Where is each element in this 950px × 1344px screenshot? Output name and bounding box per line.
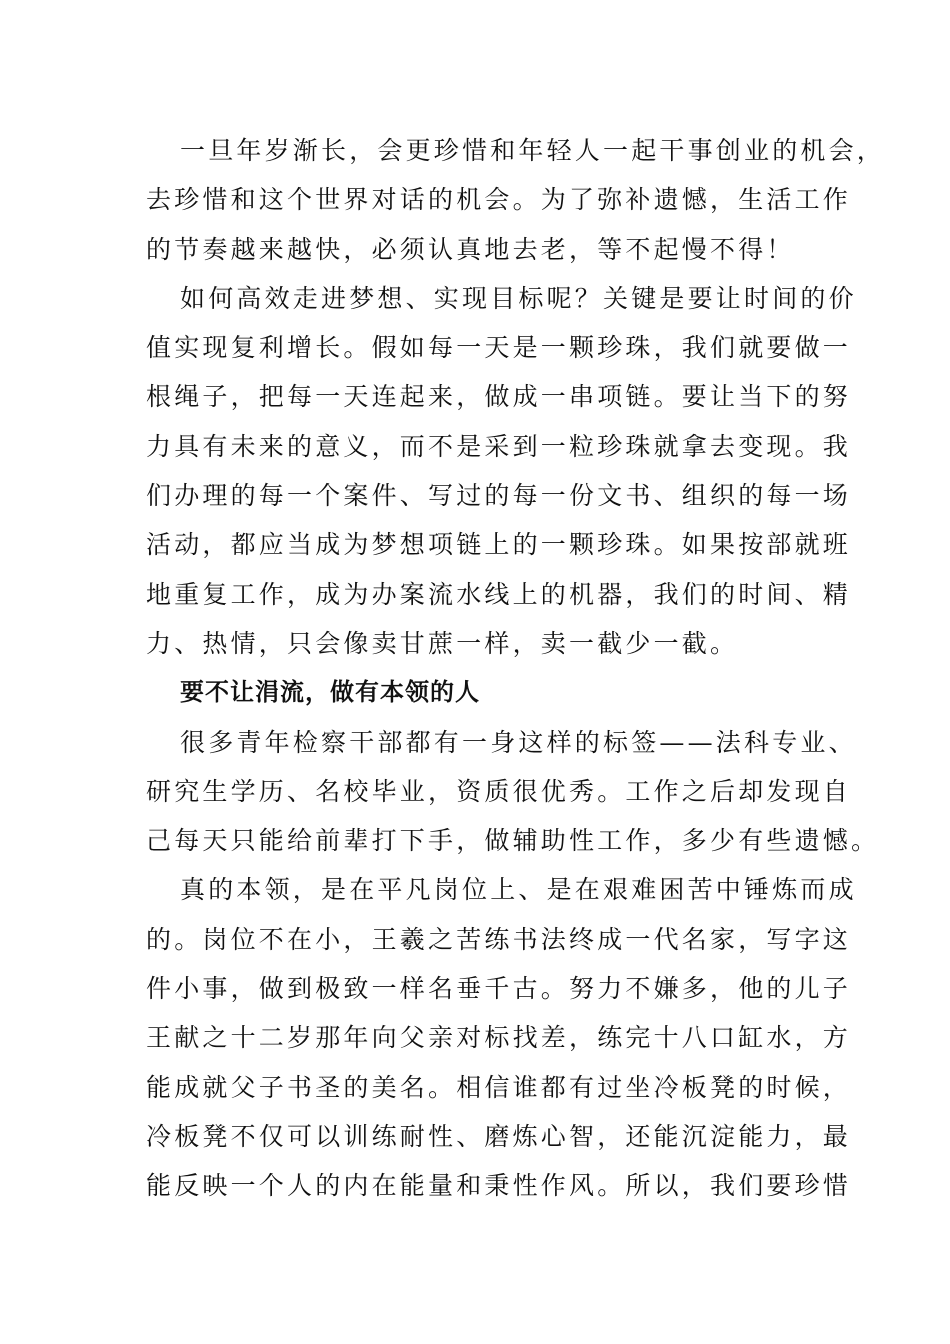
text-line: 冷板凳不仅可以训练耐性、磨炼心智，还能沉淀能力，最 bbox=[146, 1121, 852, 1151]
text-line: 能成就父子书圣的美名。相信谁都有过坐冷板凳的时候， bbox=[146, 1072, 852, 1102]
document-body bbox=[146, 126, 886, 1211]
text-line: 如何高效走进梦想、实现目标呢？关键是要让时间的价 bbox=[180, 283, 857, 313]
text-line: 的。岗位不在小，王羲之苦练书法终成一代名家，写字这 bbox=[146, 924, 852, 954]
text-line: 研究生学历、名校毕业，资质很优秀。工作之后却发现自 bbox=[146, 776, 852, 806]
text-line: 们办理的每一个案件、写过的每一份文书、组织的每一场 bbox=[146, 481, 852, 511]
text-line: 王献之十二岁那年向父亲对标找差，练完十八口缸水，方 bbox=[146, 1023, 852, 1053]
text-line: 真的本领，是在平凡岗位上、是在艰难困苦中锤炼而成 bbox=[180, 875, 857, 905]
text-line: 己每天只能给前辈打下手，做辅助性工作，多少有些遗憾。 bbox=[146, 826, 880, 856]
heading-text: 要不让涓流，做有本领的人 bbox=[180, 678, 480, 707]
text-line: 力具有未来的意义，而不是采到一粒珍珠就拿去变现。我 bbox=[146, 431, 852, 461]
text-line: 一旦年岁渐长，会更珍惜和年轻人一起干事创业的机会， bbox=[180, 136, 886, 165]
paragraph bbox=[146, 274, 857, 668]
paragraph bbox=[146, 718, 880, 866]
text-line: 很多青年检察干部都有一身这样的标签——法科专业、 bbox=[180, 727, 857, 757]
text-line: 活动，都应当成为梦想项链上的一颗珍珠。如果按部就班 bbox=[146, 530, 852, 560]
paragraph bbox=[146, 865, 857, 1210]
text-line: 值实现复利增长。假如每一天是一颗珍珠，我们就要做一 bbox=[146, 333, 852, 363]
text-line: 件小事，做到极致一样名垂千古。努力不嫌多，他的儿子 bbox=[146, 974, 852, 1004]
text-line: 力、热情，只会像卖甘蔗一样，卖一截少一截。 bbox=[146, 628, 739, 658]
text-line: 地重复工作，成为办案流水线上的机器，我们的时间、精 bbox=[146, 579, 852, 609]
text-line: 去珍惜和这个世界对话的机会。为了弥补遗憾，生活工作 bbox=[146, 185, 852, 215]
text-line: 能反映一个人的内在能量和秉性作风。所以，我们要珍惜 bbox=[146, 1171, 852, 1201]
section-heading bbox=[146, 668, 816, 717]
text-line: 的节奏越来越快，必须认真地去老，等不起慢不得！ bbox=[146, 234, 795, 264]
text-line: 根绳子，把每一天连起来，做成一串项链。要让当下的努 bbox=[146, 382, 852, 412]
paragraph bbox=[146, 126, 886, 274]
